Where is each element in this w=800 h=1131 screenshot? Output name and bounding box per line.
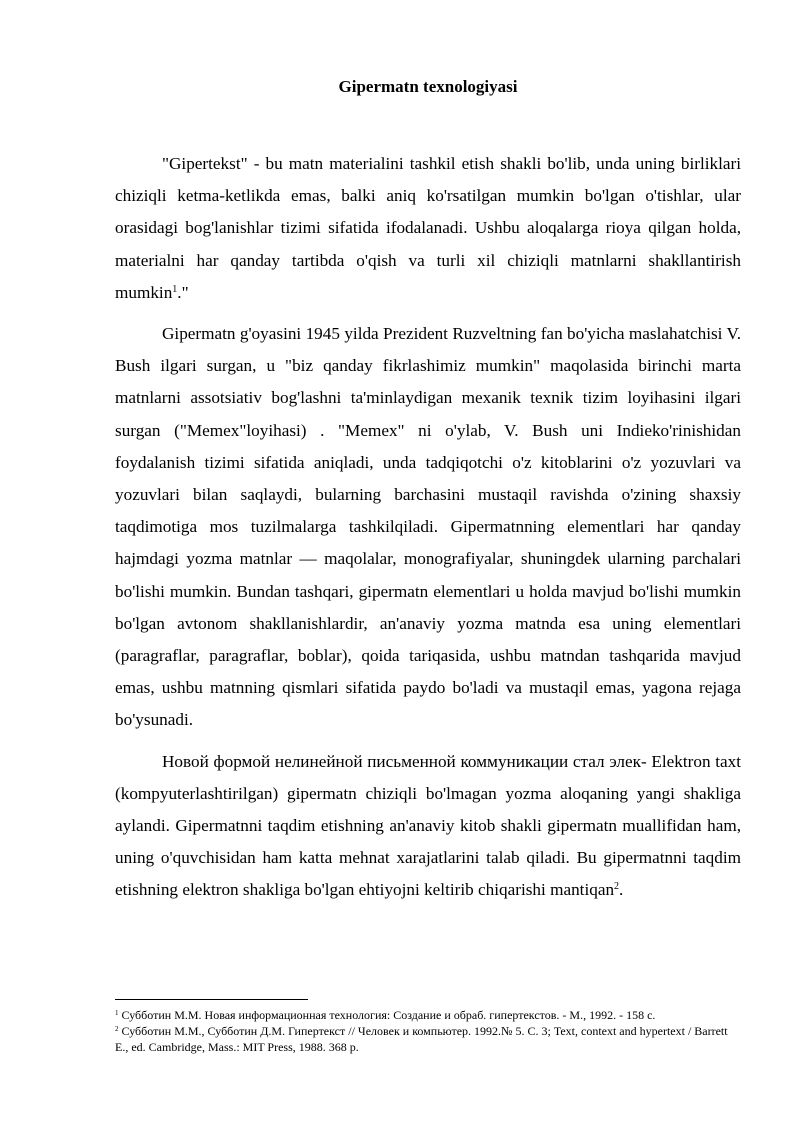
footnote-text: Субботин М.М. Новая информационная технология: Создание и обраб. гипертекстов. - М., 1992. - 158 с.	[118, 1008, 656, 1022]
footnote-text: Субботин М.М., Субботин Д.М. Гипертекст // Человек и компьютер. 1992.№ 5. С. 3; Text, context and hypertext / Barrett E., ed. Cambridge, Mass.: MIT Press, 1988. 368 р.	[115, 1024, 728, 1054]
footnote-2	[115, 1023, 741, 1055]
footnote-reference-1[interactable]: 1	[172, 283, 178, 295]
paragraph-tail: .	[619, 880, 624, 900]
footnote-reference-2[interactable]: 2	[614, 881, 620, 893]
footnote-mark: 1	[115, 1009, 119, 1017]
paragraph-tail: ."	[177, 282, 189, 302]
paragraph-text: "Gipertekst" - bu matn materialini tashkil etish shakli bo'lib, unda uning birliklari chiziqli ketma-ketlikda emas, balki aniq ko'rsatilgan mumkin bo'lgan o'tishlar, ular orasidagi bog'lanishlar tizimi sifatida ifodalanadi. Ushbu aloqalarga rioya qilgan holda, materialni har qanday tartibda o'qish va turli xil chiziqli matnlarni shakllantirish mumkin	[115, 154, 741, 302]
footnote-mark: 2	[115, 1025, 119, 1033]
paragraph-electronic-hypertext	[115, 746, 741, 907]
paragraph-hypertext-history	[115, 318, 741, 737]
footnote-separator	[115, 999, 308, 1000]
page-title: Gipermatn texnologiyasi	[338, 77, 518, 96]
paragraph-hypertext-definition	[115, 148, 741, 309]
paragraph-text: Gipermatn g'oyasini 1945 yilda Prezident Ruzveltning fan bo'yicha maslahatchisi V. Bush ilgari surgan, u "biz qanday fikrlashimiz mumkin" maqolasida birinchi marta matnlarni assotsiativ bog'lashni ta'minlaydigan mexanik texnik tizim loyihasini ilgari surgan ("Memex"loyihasi) . "Memex" ni o'ylab, V. Bush uni Indieko'rinishidan foydalanish tizimi sifatida aniqladi, unda tadqiqotchi o'z kitoblarini o'z yozuvlari va yozuvlari bilan saqlaydi, bularning barchasini mustaqil ravishda o'zining shaxsiy taqdimotiga mos tuzilmalarga tashkilqiladi. Gipermatnning elementlari har qanday hajmdagi yozma matnlar — maqolalar, monografiyalar, shuningdek ularning parchalari bo'lishi mumkin. Bundan tashqari, gipermatn elementlari u holda mavjud bo'lishi mumkin bo'lgan avtonom shakllanishlardir, an'anaviy yozma matnda esa uning elementlari (paragraflar, paragraflar, boblar), qoida tariqasida, ushbu matndan tashqarida mavjud emas, ushbu matnning qismlari sifatida paydo bo'ladi va mustaqil emas, yagona rejaga bo'ysunadi.	[115, 324, 741, 730]
footnotes	[115, 1007, 741, 1055]
footnote-1	[115, 1007, 741, 1023]
paragraph-text: Новой формой нелинейной письменной коммуникации стал элек- Elektron taxt (kompyuterlashtirilgan) gipermatn chiziqli bo'lmagan yozma aloqaning yangi shakliga aylandi. Gipermatnni taqdim etishning an'anaviy kitob shakli gipermatn muallifidan ham, uning o'quvchisidan ham katta mehnat xarajatlarini talab qiladi. Bu gipermatnni taqdim etishning elektron shakliga bo'lgan ehtiyojni keltirib chiqarishi mantiqan	[115, 751, 741, 900]
document-body	[115, 148, 741, 916]
